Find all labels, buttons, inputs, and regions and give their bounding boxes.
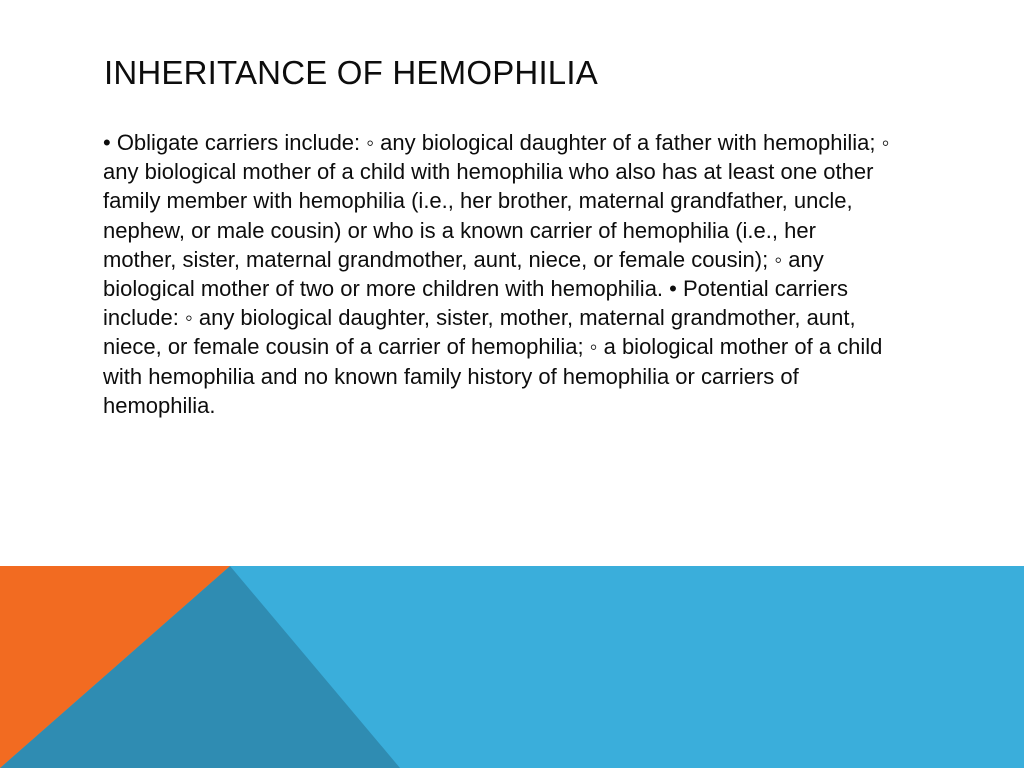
decorative-footer-shapes xyxy=(0,566,1024,768)
slide-title: INHERITANCE OF HEMOPHILIA xyxy=(104,54,598,91)
slide-body-text: • Obligate carriers include: ◦ any biological daughter of a father with hemophilia; ◦ any biological mother of a child with hemophilia who also has at least one other family member with hemophilia (i.e., her brother, maternal grandfather, uncle, nephew, or male cousin) or who is a known carrier of hemophilia (i.e., her mother, sister, maternal grandmother, aunt, niece, or female cousin); ◦ any biological mother of two or more children with hemophilia. • Potential carriers include: ◦ any biological daughter, sister, mother, maternal grandmother, aunt, niece, or female cousin of a carrier of hemophilia; ◦ a biological mother of a child with hemophilia and no known family history of hemophilia or carriers of hemophilia. xyxy=(103,130,890,418)
